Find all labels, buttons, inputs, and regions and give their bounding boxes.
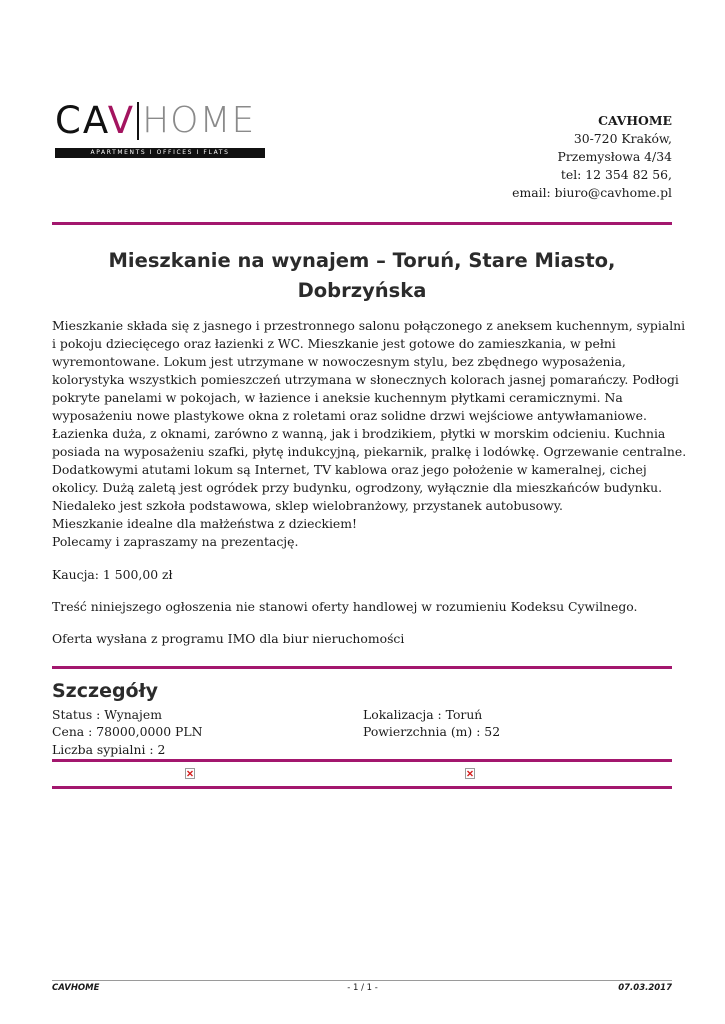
broken-image-icon xyxy=(185,768,195,779)
company-phone: tel: 12 354 82 56, xyxy=(560,167,672,182)
logo-wordmark-home: HOME xyxy=(142,100,256,141)
logo-wordmark-cav: CAV xyxy=(55,99,136,142)
company-contact xyxy=(512,112,672,202)
detail-price: Cena : 78000,0000 PLN xyxy=(52,724,203,739)
description-line: Mieszkanie idealne dla małżeństwa z dzieckiem! xyxy=(52,516,357,531)
description-line: wyposażeniu nowe plastykowe okna z roletami oraz solidne drzwi wejściowe antywłamaniowe. xyxy=(52,408,647,423)
broken-image-icon xyxy=(465,768,475,779)
description-line: pokryte panelami w pokojach, w łazience i aneksie kuchennym płytkami ceramicznymi. Na xyxy=(52,390,623,405)
disclaimer-text: Treść niniejszego ogłoszenia nie stanowi oferty handlowej w rozumieniu Kodeksu Cywilnego. xyxy=(52,599,638,614)
details-bottom-divider xyxy=(52,786,672,789)
details-middle-divider xyxy=(52,759,672,762)
description-line: Mieszkanie składa się z jasnego i przestronnego salonu połączonego z aneksem kuchennym, sypialni xyxy=(52,318,686,333)
listing-title: Mieszkanie na wynajem – Toruń, Stare Miasto, Dobrzyńska xyxy=(108,249,616,302)
description-line: posiada na wyposażeniu szafki, płytę indukcyjną, piekarnik, pralkę i lodówkę. Ogrzewanie centralne. xyxy=(52,444,687,459)
footer-date: 07.03.2017 xyxy=(618,983,672,993)
description-line: Niedaleko jest szkoła podstawowa, sklep wielobranżowy, przystanek autobusowy. xyxy=(52,498,563,513)
detail-status: Status : Wynajem xyxy=(52,707,162,722)
company-street: Przemysłowa 4/34 xyxy=(557,149,672,164)
footer-divider xyxy=(52,980,672,981)
description-line: Łazienka duża, z oknami, zarówno z wanną, jak i brodzikiem, płytki w morskim odcieniu. Kuchnia xyxy=(52,426,666,441)
description-line: Polecamy i zapraszamy na prezentację. xyxy=(52,534,299,549)
company-city: 30-720 Kraków, xyxy=(573,131,672,146)
detail-location: Lokalizacja : Toruń xyxy=(363,707,483,722)
footer-company: CAVHOME xyxy=(52,983,100,993)
company-name: CAVHOME xyxy=(598,113,672,128)
description-line: Dodatkowymi atutami lokum są Internet, TV kablowa oraz jego położenie w kameralnej, cichej xyxy=(52,462,647,477)
logo-divider xyxy=(137,102,139,140)
description-line: i pokoju dziecięcego oraz łazienki z WC. Mieszkanie jest gotowe do zamieszkania, w pełni xyxy=(52,336,616,351)
company-email: email: biuro@cavhome.pl xyxy=(512,185,672,200)
source-note: Oferta wysłana z programu IMO dla biur nieruchomości xyxy=(52,631,405,646)
description-line: okolicy. Dużą zaletą jest ogródek przy budynku, ogrodzony, wyłącznie dla mieszkańców budynku. xyxy=(52,480,663,495)
detail-bedrooms: Liczba sypialni : 2 xyxy=(52,742,166,757)
description-line: kolorystyka wszystkich pomieszczeń utrzymana w słonecznych kolorach jasnej pomarańczy. Podłogi xyxy=(52,372,679,387)
description-line: wyremontowane. Lokum jest utrzymane w nowoczesnym stylu, bez zbędnego wyposażenia, xyxy=(52,354,626,369)
deposit-text: Kaucja: 1 500,00 zł xyxy=(52,567,173,582)
listing-description xyxy=(52,317,687,551)
detail-area: Powierzchnia (m) : 52 xyxy=(363,724,501,739)
details-top-divider xyxy=(52,666,672,669)
logo-tagline: APARTMENTS I OFFICES I FLATS xyxy=(55,148,265,158)
company-logo xyxy=(55,100,270,160)
footer-page-number: - 1 / 1 - xyxy=(347,983,378,993)
header-divider xyxy=(52,222,672,225)
details-heading: Szczegóły xyxy=(52,680,159,702)
